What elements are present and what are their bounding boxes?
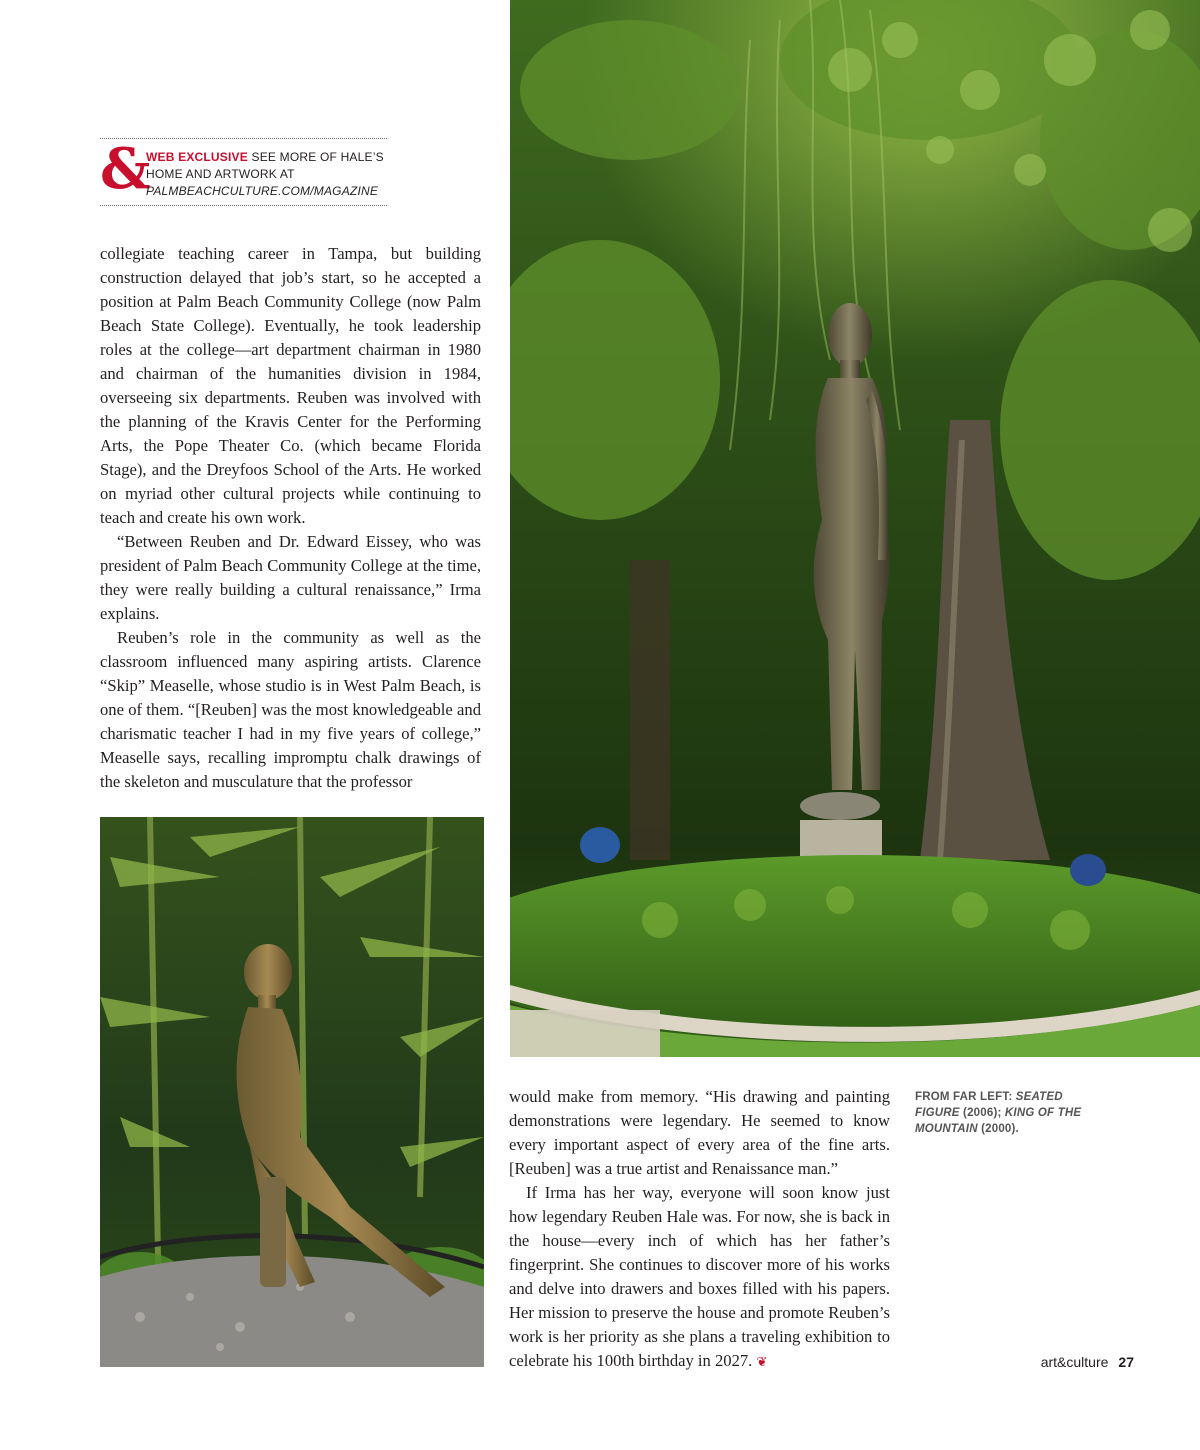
paragraph: collegiate teaching career in Tampa, but building construction delayed that job’s start, so he accepted a position at Palm Beach Community College (now Palm Beach State College). Eventually, he took leadership roles at the college—art department chairman in 1980 and chairman of the humanities division in 1984, overseeing six departments. Reuben was involved with the planning of the Kravis Center for the Performing Arts, the Pope Theater Co. (which became Florida Stage), and the Dreyfoos School of the Arts. He worked on myriad other cultural projects while continuing to teach and create his own work. — [100, 244, 481, 527]
caption-year-2: (2000). — [977, 1123, 1019, 1135]
web-exclusive-description: SEE MORE OF HALE’S HOME AND ARTWORK AT — [146, 150, 384, 181]
page-number: 27 — [1118, 1354, 1134, 1370]
web-exclusive-box — [100, 138, 387, 206]
paragraph: Reuben’s role in the community as well as the classroom influenced many aspiring artists. Clarence “Skip” Measelle, whose studio is in West Palm Beach, is one of them. “[Reuben] was the most knowledgeable and charismatic teacher I had in my five years of college,” Measelle says, recalling impromptu chalk drawings of the skeleton and musculature that the professor — [100, 628, 481, 791]
end-mark-icon: ❦ — [756, 1355, 768, 1370]
caption-title-1: SEATED FIGURE — [915, 1091, 1063, 1119]
paragraph-text: If Irma has her way, everyone will soon know just how legendary Reuben Hale was. For now, she is back in the house—every inch of which has her father’s fingerprint. She continues to discover more of his works and delve into drawers and boxes filled with his papers. Her mission to preserve the house and promote Reuben’s work is her priority as she plans a traveling exhibition to celebrate his 100th birthday in 2027. — [509, 1183, 890, 1370]
paragraph — [509, 1181, 890, 1375]
caption-title-2: KING OF THE MOUNTAIN — [915, 1107, 1082, 1135]
ampersand-logo: & — [100, 136, 151, 202]
paragraph: would make from memory. “His drawing and painting demonstrations were legendary. He seemed to know every important aspect of every area of the fine arts. [Reuben] was a true artist and Renaissance man.” — [509, 1087, 890, 1178]
garden-sculpture-image — [510, 0, 1200, 1057]
king-of-the-mountain-photo — [510, 0, 1200, 1057]
web-exclusive-label: WEB EXCLUSIVE — [146, 150, 248, 164]
magazine-name: art&culture — [1040, 1354, 1109, 1370]
web-exclusive-url[interactable]: PALMBEACHCULTURE.COM/MAGAZINE — [146, 184, 379, 198]
left-text-column — [100, 242, 481, 794]
page-folio — [1041, 1354, 1134, 1370]
caption-year-1: (2006); — [959, 1107, 1005, 1119]
web-exclusive-text — [146, 149, 386, 200]
seated-figure-photo — [100, 817, 484, 1367]
caption-lead: FROM FAR LEFT: — [915, 1091, 1016, 1103]
right-text-column — [509, 1085, 890, 1375]
bamboo-sculpture-image — [100, 817, 484, 1367]
paragraph: “Between Reuben and Dr. Edward Eissey, who was president of Palm Beach Community College at the time, they were really building a cultural renaissance,” Irma explains. — [100, 532, 481, 623]
photo-caption — [915, 1089, 1085, 1137]
